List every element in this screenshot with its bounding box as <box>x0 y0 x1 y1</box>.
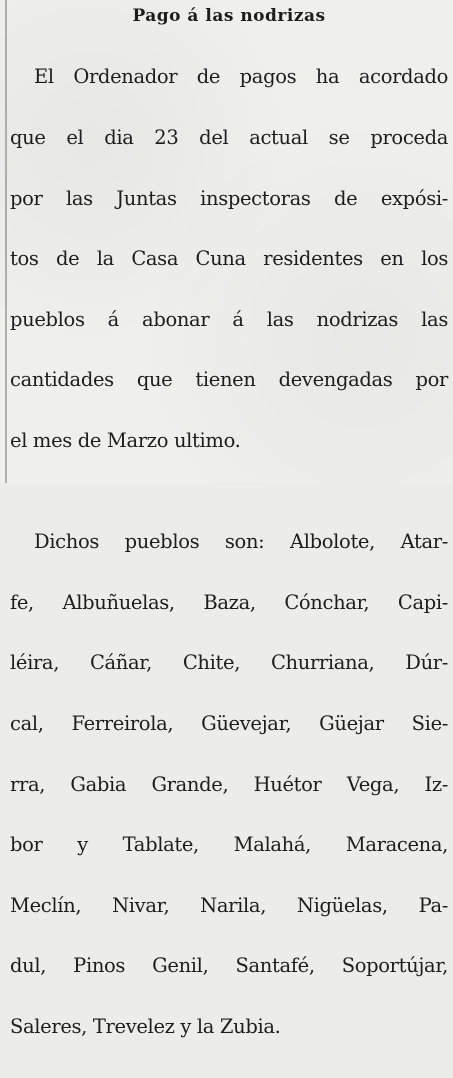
text-line: Meclín, Nivar, Narila, Nigüelas, Pa- <box>10 893 448 917</box>
paragraph-payment-announcement <box>10 27 448 492</box>
text-line: tos de la Casa Cuna residentes en los <box>10 247 448 271</box>
article-headline: Pago á las nodrizas <box>132 6 326 26</box>
text-line: por las Juntas inspectoras de expósi- <box>10 186 448 210</box>
text-line: fe, Albuñuelas, Baza, Cónchar, Capi- <box>10 590 448 614</box>
text-line: léira, Cáñar, Chite, Churriana, Dúr- <box>10 651 448 675</box>
text-line: el mes de Marzo ultimo. <box>10 429 241 453</box>
text-line: bor y Tablate, Malahá, Maracena, <box>10 833 448 857</box>
text-line: Saleres, Trevelez y la Zubia. <box>10 1014 281 1038</box>
text-line: pueblos á abonar á las nodrizas las <box>10 307 448 331</box>
paragraph-towns-list <box>10 492 448 1078</box>
text-line: que el dia 23 del actual se proceda <box>10 126 448 150</box>
text-line: dul, Pinos Genil, Santafé, Soportújar, <box>10 954 448 978</box>
news-article <box>10 6 448 1078</box>
text-line: cal, Ferreirola, Güevejar, Güejar Sie- <box>10 711 448 735</box>
text-line: Dichos pueblos son: Albolote, Atar- <box>34 530 448 554</box>
column-rule <box>5 0 7 483</box>
text-line: cantidades que tienen devengadas por <box>10 368 448 392</box>
text-line: El Ordenador de pagos ha acordado <box>34 65 448 89</box>
text-line: rra, Gabia Grande, Huétor Vega, Iz- <box>10 772 448 796</box>
